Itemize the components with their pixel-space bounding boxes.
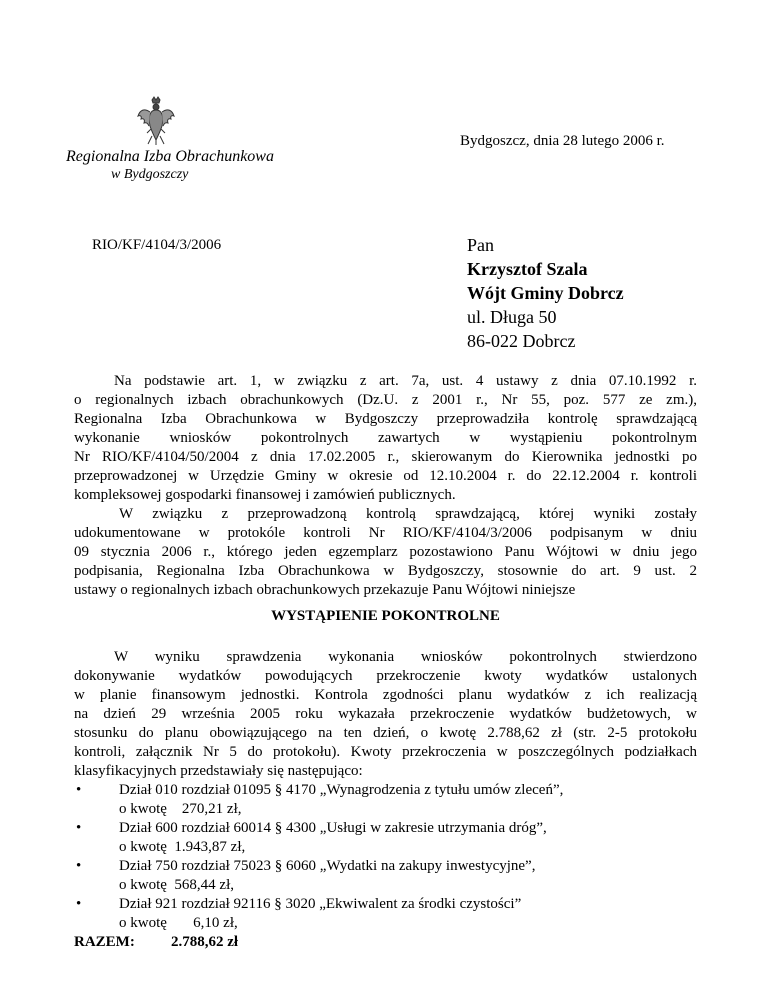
list-item-line: Dział 750 rozdział 75023 § 6060 „Wydatki na zakupy inwestycyjne”, xyxy=(119,858,536,874)
total-amount: 2.788,62 zł xyxy=(171,934,239,950)
list-item-amount: o kwotę 6,10 zł, xyxy=(119,915,238,931)
recipient-name: Krzysztof Szala xyxy=(467,259,588,279)
paragraph-line: na dzień 29 września 2005 roku wykazała przekroczenie wydatków budżetowych, w xyxy=(74,706,697,722)
polish-eagle-emblem-icon xyxy=(136,96,176,146)
paragraph-line: przeprowadzonej w Urzędzie Gminy w okresie od 12.10.2004 r. do 22.12.2004 r. kontroli xyxy=(74,468,697,484)
institution-name: Regionalna Izba Obrachunkowa xyxy=(66,148,274,165)
paragraph-line: Na podstawie art. 1, w związku z art. 7a, ust. 4 ustawy z dnia 07.10.1992 r. xyxy=(114,373,697,389)
paragraph-line: kompleksowej gospodarki finansowej i zamówień publicznych. xyxy=(74,487,456,503)
reference-number: RIO/KF/4104/3/2006 xyxy=(92,237,222,253)
document-heading: WYSTĄPIENIE POKONTROLNE xyxy=(271,608,500,624)
bullet-icon: • xyxy=(76,858,82,874)
paragraph-control-summary xyxy=(74,505,697,600)
paragraph-line: o regionalnych izbach obrachunkowych (Dz.U. z 2001 r., Nr 55, poz. 577 ze zm.), xyxy=(74,392,697,408)
list-item-line: Dział 921 rozdział 92116 § 3020 „Ekwiwalent za środki czystości” xyxy=(119,896,522,912)
list-item xyxy=(74,895,697,933)
list-item-line: Dział 600 rozdział 60014 § 4300 „Usługi w zakresie utrzymania dróg”, xyxy=(119,820,547,836)
paragraph-line: podpisania, Regionalna Izba Obrachunkowa w Bydgoszczy, stosownie do art. 9 ust. 2 xyxy=(74,563,697,579)
paragraph-line: W związku z przeprowadzoną kontrolą sprawdzającą, której wyniki zostały xyxy=(119,506,697,522)
list-item-amount: o kwotę 568,44 zł, xyxy=(119,877,234,893)
total-label: RAZEM: xyxy=(74,934,135,950)
total-row xyxy=(74,933,697,952)
paragraph-line: 09 stycznia 2006 r., którego jeden egzemplarz pozostawiono Panu Wójtowi w dniu jego xyxy=(74,544,697,560)
bullet-icon: • xyxy=(76,820,82,836)
recipient-salutation: Pan xyxy=(467,235,494,255)
paragraph-line: Regionalna Izba Obrachunkowa w Bydgoszczy przeprowadziła kontrolę sprawdzającą xyxy=(74,411,697,427)
paragraph-line: Nr RIO/KF/4104/50/2004 z dnia 17.02.2005 r., skierowanym do Kierownika jednostki po xyxy=(74,449,697,465)
list-item-amount: o kwotę 1.943,87 zł, xyxy=(119,839,246,855)
paragraph-line: W wyniku sprawdzenia wykonania wniosków pokontrolnych stwierdzono xyxy=(114,649,697,665)
paragraph-line: ustawy o regionalnych izbach obrachunkowych przekazuje Panu Wójtowi niniejsze xyxy=(74,582,576,598)
list-item-line: Dział 010 rozdział 01095 § 4170 „Wynagrodzenia z tytułu umów zleceń”, xyxy=(119,782,564,798)
bullet-icon: • xyxy=(76,782,82,798)
paragraph-findings xyxy=(74,648,697,952)
paragraph-line: dokonywanie wydatków powodujących przekroczenie kwoty wydatków ustalonych xyxy=(74,668,697,684)
recipient-address xyxy=(467,233,624,353)
list-item xyxy=(74,819,697,857)
paragraph-legal-basis xyxy=(74,372,697,505)
list-item-amount: o kwotę 270,21 zł, xyxy=(119,801,242,817)
date-line: Bydgoszcz, dnia 28 lutego 2006 r. xyxy=(460,133,665,149)
recipient-title: Wójt Gminy Dobrcz xyxy=(467,283,624,303)
recipient-street: ul. Długa 50 xyxy=(467,307,557,327)
list-item xyxy=(74,857,697,895)
paragraph-line: stosunku do planu obowiązującego na ten dzień, o kwotę 2.788,62 zł (str. 2-5 protokołu xyxy=(74,725,697,741)
paragraph-line: kontroli, załącznik Nr 5 do protokołu). Kwoty przekroczenia w poszczególnych podziałkach xyxy=(74,744,697,760)
paragraph-line: klasyfikacyjnych przedstawiały się następująco: xyxy=(74,763,363,779)
institution-city: w Bydgoszczy xyxy=(111,167,189,182)
list-item xyxy=(74,781,697,819)
recipient-postal: 86-022 Dobrcz xyxy=(467,331,576,351)
paragraph-line: udokumentowane w protokóle kontroli Nr RIO/KF/4104/3/2006 podpisanym w dniu xyxy=(74,525,697,541)
bullet-icon: • xyxy=(76,896,82,912)
paragraph-line: wykonanie wniosków pokontrolnych zawartych w wystąpieniu pokontrolnym xyxy=(74,430,697,446)
paragraph-line: w planie finansowym jednostki. Kontrola zgodności planu wydatków z ich realizacją xyxy=(74,687,697,703)
